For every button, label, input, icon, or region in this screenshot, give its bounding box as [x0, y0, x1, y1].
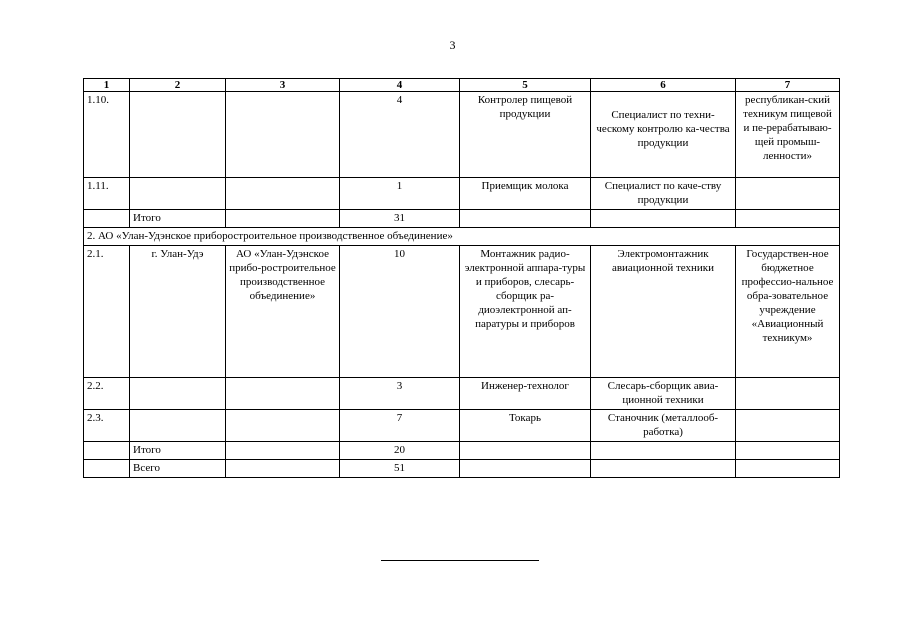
row-number: 1.10.: [84, 92, 130, 178]
column-number-row: [84, 79, 840, 92]
profession-cell: Приемщик молока: [460, 178, 591, 210]
table-row: [84, 378, 840, 410]
data-table: [83, 78, 840, 478]
total-label: Всего: [130, 460, 226, 478]
count-cell: 3: [340, 378, 460, 410]
place-cell: г. Улан-Удэ: [130, 246, 226, 378]
org-cell: [226, 378, 340, 410]
institution-cell: [736, 178, 840, 210]
table-row: [84, 246, 840, 378]
specialty-cell: Специалист по техни-ческому контролю ка-чества продукции: [591, 92, 736, 178]
column-header: 6: [591, 79, 736, 92]
org-cell: [226, 410, 340, 442]
count-cell: 10: [340, 246, 460, 378]
row-number: 1.11.: [84, 178, 130, 210]
table-row: [84, 410, 840, 442]
institution-cell: [736, 410, 840, 442]
column-header: 7: [736, 79, 840, 92]
subtotal-label: Итого: [130, 210, 226, 228]
total-row: [84, 460, 840, 478]
specialty-cell: Станочник (металлооб-работка): [591, 410, 736, 442]
section-title-row: [84, 228, 840, 246]
specialty-cell: Специалист по каче-ству продукции: [591, 178, 736, 210]
place-cell: [130, 178, 226, 210]
section-title: 2. АО «Улан-Удэнское приборостроительное производственное объединение»: [84, 228, 840, 246]
count-cell: 1: [340, 178, 460, 210]
institution-cell: Государствен-ное бюджетное профессио-нальное обра-зовательное учреждение «Авиационный техникум»: [736, 246, 840, 378]
row-number: 2.3.: [84, 410, 130, 442]
table-row: [84, 178, 840, 210]
institution-cell: [736, 378, 840, 410]
specialty-cell: Электромонтажник авиационной техники: [591, 246, 736, 378]
place-cell: [130, 92, 226, 178]
place-cell: [130, 410, 226, 442]
column-header: 5: [460, 79, 591, 92]
page-number: 3: [449, 38, 456, 52]
row-number: 2.2.: [84, 378, 130, 410]
profession-cell: Контролер пищевой продукции: [460, 92, 591, 178]
specialty-cell: Слесарь-сборщик авиа-ционной техники: [591, 378, 736, 410]
column-header: 4: [340, 79, 460, 92]
org-cell: [226, 178, 340, 210]
column-header: 3: [226, 79, 340, 92]
subtotal-row: [84, 442, 840, 460]
footnote-separator: [381, 560, 539, 561]
org-cell: АО «Улан-Удэнское прибо-ростроительное производственное объединение»: [226, 246, 340, 378]
row-number: 2.1.: [84, 246, 130, 378]
institution-cell: республикан-ский техникум пищевой и пе-рерабатываю-щей промыш-ленности»: [736, 92, 840, 178]
place-cell: [130, 378, 226, 410]
subtotal-count: 31: [340, 210, 460, 228]
count-cell: 7: [340, 410, 460, 442]
column-header: 1: [84, 79, 130, 92]
total-count: 51: [340, 460, 460, 478]
column-header: 2: [130, 79, 226, 92]
subtotal-label: Итого: [130, 442, 226, 460]
subtotal-count: 20: [340, 442, 460, 460]
table-row: [84, 92, 840, 178]
profession-cell: Монтажник радио-электронной аппара-туры и приборов, слесарь-сборщик ра-диоэлектронной ап-паратуры и приборов: [460, 246, 591, 378]
profession-cell: Токарь: [460, 410, 591, 442]
count-cell: 4: [340, 92, 460, 178]
subtotal-row: [84, 210, 840, 228]
profession-cell: Инженер-технолог: [460, 378, 591, 410]
org-cell: [226, 92, 340, 178]
